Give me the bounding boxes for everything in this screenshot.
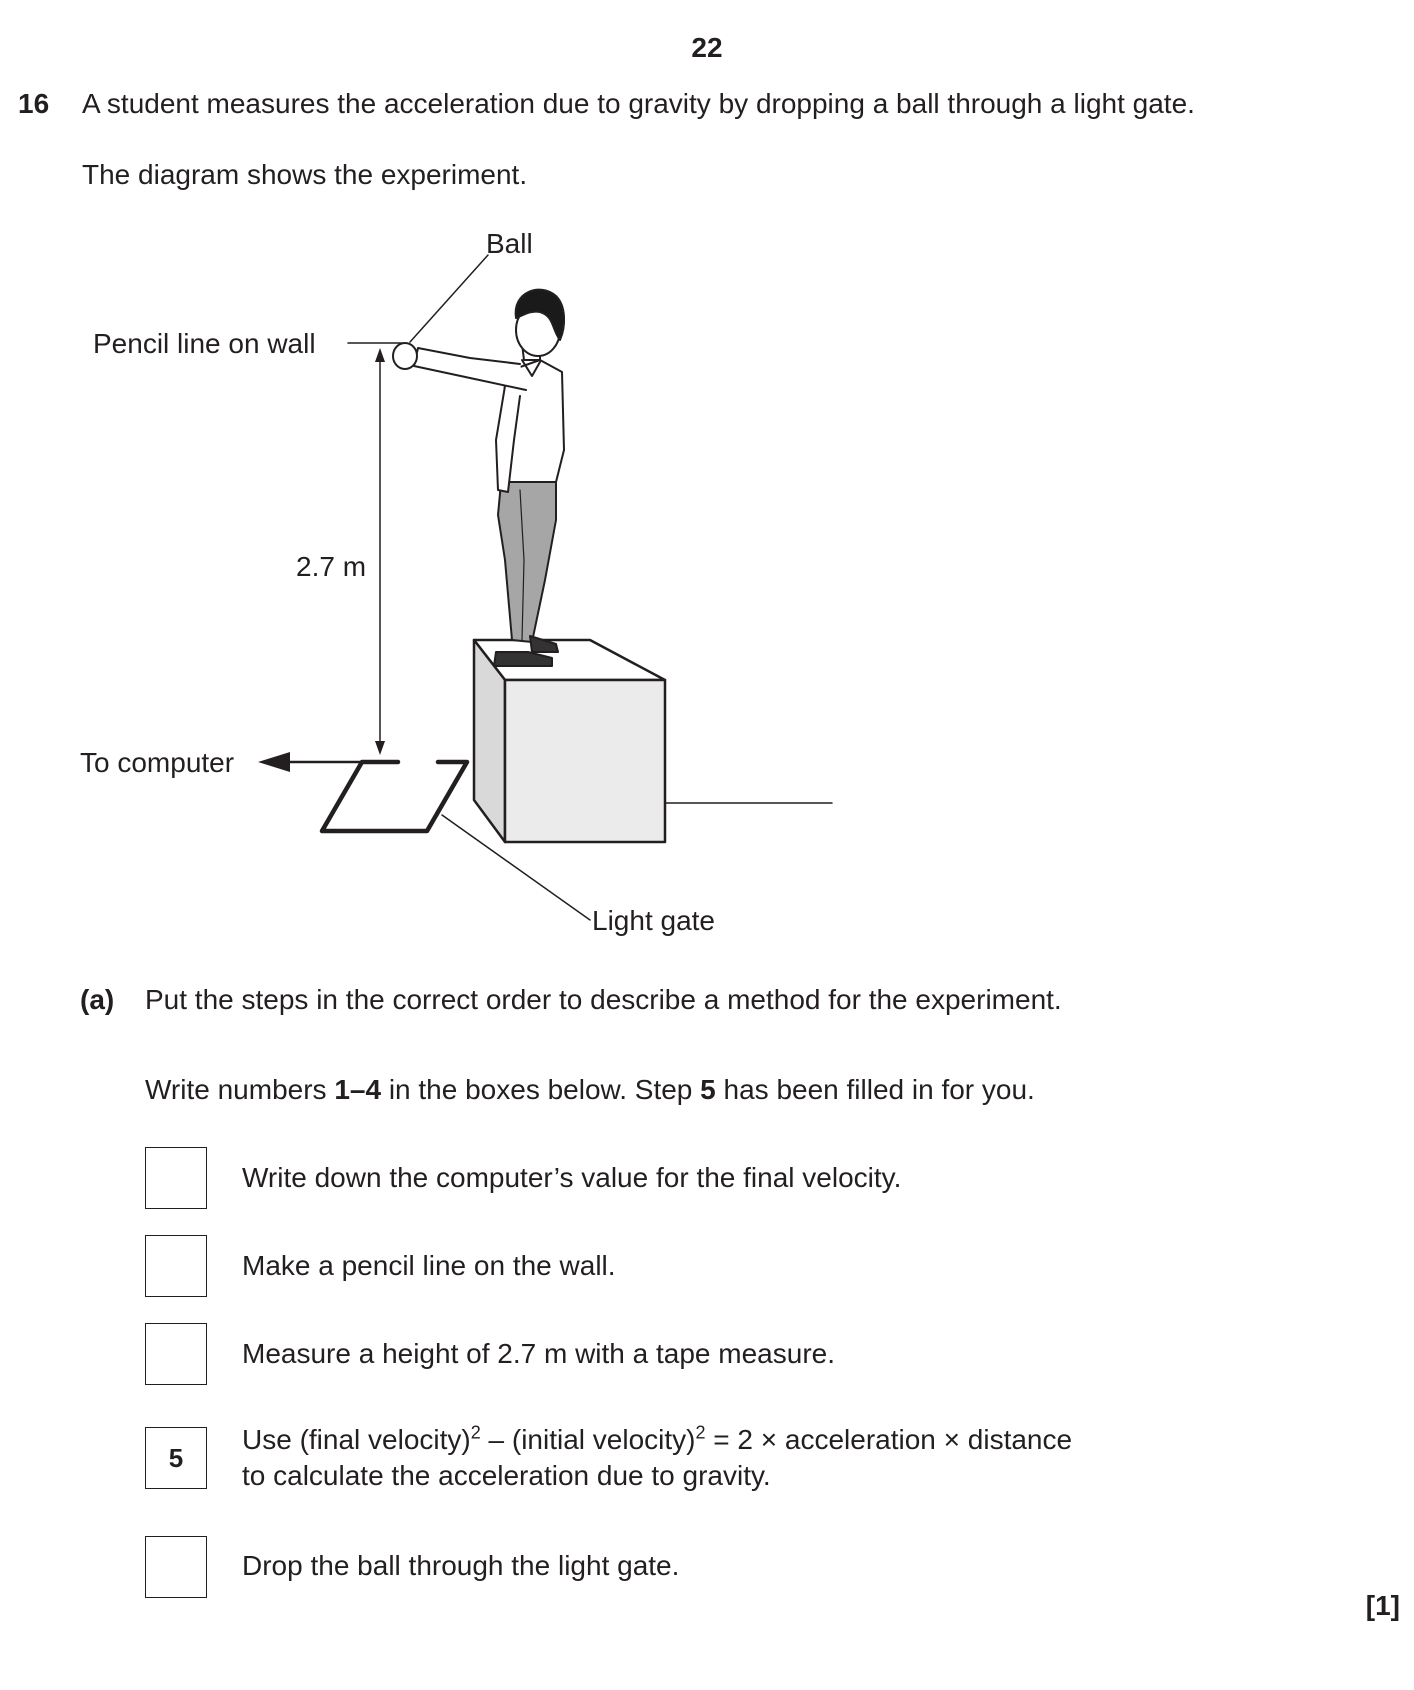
diagram-intro: The diagram shows the experiment.: [82, 159, 528, 190]
ball-label: Ball: [486, 228, 533, 259]
step-text-3: Measure a height of 2.7 m with a tape measure.: [242, 1338, 835, 1369]
instruction-bold-step: 5: [700, 1074, 716, 1105]
step-5-sup-2: 2: [695, 1422, 706, 1443]
step-5-sup-1: 2: [470, 1422, 481, 1443]
step-answer-box-3[interactable]: [145, 1323, 207, 1385]
step-5-part-2: – (initial velocity): [480, 1424, 696, 1455]
step-5-line-1: [242, 1422, 1072, 1458]
part-a-text: Put the steps in the correct order to describe a method for the experiment.: [145, 984, 1062, 1015]
pencil-line-label: Pencil line on wall: [93, 328, 316, 359]
box: [474, 640, 665, 842]
step-5-part-3: = 2 × acceleration × distance: [705, 1424, 1073, 1455]
page-number: 22: [691, 32, 723, 63]
instruction-pre: Write numbers: [145, 1074, 335, 1105]
part-a-instruction: [145, 1074, 1035, 1106]
step-5-line-2: to calculate the acceleration due to gravity.: [242, 1460, 771, 1491]
instruction-bold-range: 1–4: [334, 1074, 382, 1105]
marks-label: [1]: [1365, 1590, 1400, 1621]
student: [414, 290, 564, 666]
step-text-1: Write down the computer’s value for the final velocity.: [242, 1162, 902, 1193]
question-text: A student measures the acceleration due to gravity by dropping a ball through a light gate.: [82, 88, 1195, 119]
step-answer-box-4[interactable]: [145, 1536, 207, 1598]
instruction-mid: in the boxes below. Step: [381, 1074, 701, 1105]
height-label: 2.7 m: [296, 551, 367, 582]
to-computer-label: To computer: [80, 747, 235, 778]
light-gate: [322, 762, 467, 831]
step-text-2: Make a pencil line on the wall.: [242, 1250, 616, 1281]
light-gate-label: Light gate: [592, 905, 715, 936]
step-answer-box-1[interactable]: [145, 1147, 207, 1209]
to-computer-arrow: [258, 752, 362, 772]
step-answer-box-2[interactable]: [145, 1235, 207, 1297]
question-number: 16: [18, 88, 50, 119]
part-a-label: (a): [80, 984, 115, 1015]
step-answer-box-5: 5: [145, 1427, 207, 1489]
step-5-part-1: Use (final velocity): [242, 1424, 471, 1455]
step-text-4: Drop the ball through the light gate.: [242, 1550, 680, 1581]
height-arrow: [375, 348, 385, 755]
ball: [393, 343, 417, 369]
instruction-post: has been filled in for you.: [715, 1074, 1035, 1105]
ball-leader-line: [410, 255, 488, 342]
step-text-5: [242, 1422, 1072, 1494]
